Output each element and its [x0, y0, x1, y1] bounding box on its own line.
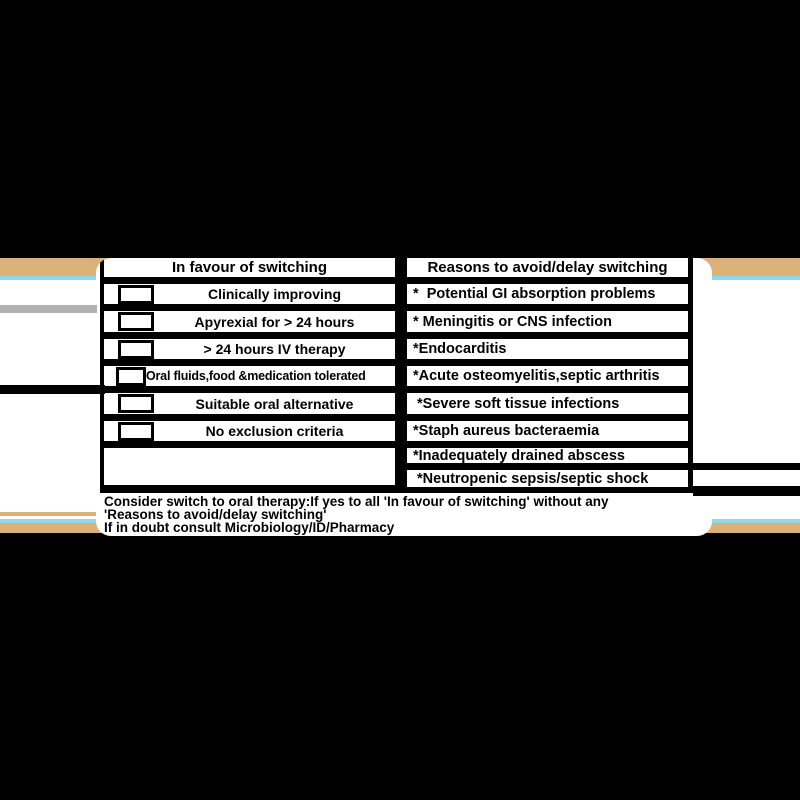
checkbox-oral-fluids-tolerated[interactable] [116, 367, 146, 386]
footer-note [104, 495, 704, 534]
row-drained-abscess [407, 448, 688, 463]
footer-line-2: 'Reasons to avoid/delay switching' [104, 507, 327, 522]
criteria-table [100, 258, 693, 493]
row-label: *Severe soft tissue infections [413, 395, 620, 412]
row-label: *Inadequately drained abscess [413, 448, 625, 463]
row-label: Clinically improving [207, 286, 342, 302]
row-label: *Staph aureus bacteraemia [413, 423, 600, 439]
checkbox-no-exclusion-criteria[interactable] [118, 422, 154, 441]
header-in-favour-label: In favour of switching [171, 259, 327, 276]
row-label: *Neutropenic sepsis/septic shock [413, 470, 649, 487]
connector-gray-left [0, 305, 97, 313]
row-clinically-improving [104, 284, 395, 304]
blank-left-cell [104, 448, 395, 485]
row-label: *Endocarditis [413, 341, 507, 357]
checkbox-apyrexial[interactable] [118, 312, 154, 331]
row-osteomyelitis [407, 366, 688, 386]
row-label: *Acute osteomyelitis,septic arthritis [413, 368, 660, 384]
row-label: > 24 hours IV therapy [203, 341, 346, 357]
row-endocarditis [407, 339, 688, 359]
row-apyrexial [104, 311, 395, 332]
row-label: Suitable oral alternative [195, 395, 354, 412]
header-reasons-avoid [407, 258, 688, 277]
connector-black-right-lower [693, 486, 800, 496]
connector-black-left [0, 385, 105, 394]
footer-line-3: If in doubt consult Microbiology/ID/Pharmacy [104, 520, 395, 535]
row-gi-absorption [407, 284, 688, 304]
tan-dash-bottom-left [0, 512, 103, 516]
row-suitable-oral-alternative [104, 393, 395, 414]
switch-criteria-card [96, 258, 712, 536]
header-reasons-avoid-label: Reasons to avoid/delay switching [427, 259, 668, 276]
row-label: * Meningitis or CNS infection [413, 313, 612, 330]
row-label: No exclusion criteria [205, 423, 344, 439]
row-no-exclusion-criteria [104, 421, 395, 441]
checkbox-24h-iv-therapy[interactable] [118, 340, 154, 359]
checkbox-suitable-oral-alternative[interactable] [118, 394, 154, 413]
row-24h-iv-therapy [104, 339, 395, 359]
header-in-favour [104, 258, 395, 277]
row-meningitis [407, 311, 688, 332]
row-label: * Potential GI absorption problems [413, 286, 656, 302]
connector-black-right-upper [688, 463, 800, 470]
row-oral-fluids-tolerated [104, 366, 395, 386]
row-label: Oral fluids,food &medication tolerated [146, 369, 366, 383]
row-neutropenic-sepsis [407, 470, 688, 487]
row-staph-bacteraemia [407, 421, 688, 441]
footer-line-1: Consider switch to oral therapy:If yes to all 'In favour of switching' without any [104, 494, 609, 509]
checkbox-clinically-improving[interactable] [118, 285, 154, 304]
row-label: Apyrexial for > 24 hours [194, 313, 355, 330]
row-soft-tissue-infections [407, 393, 688, 414]
